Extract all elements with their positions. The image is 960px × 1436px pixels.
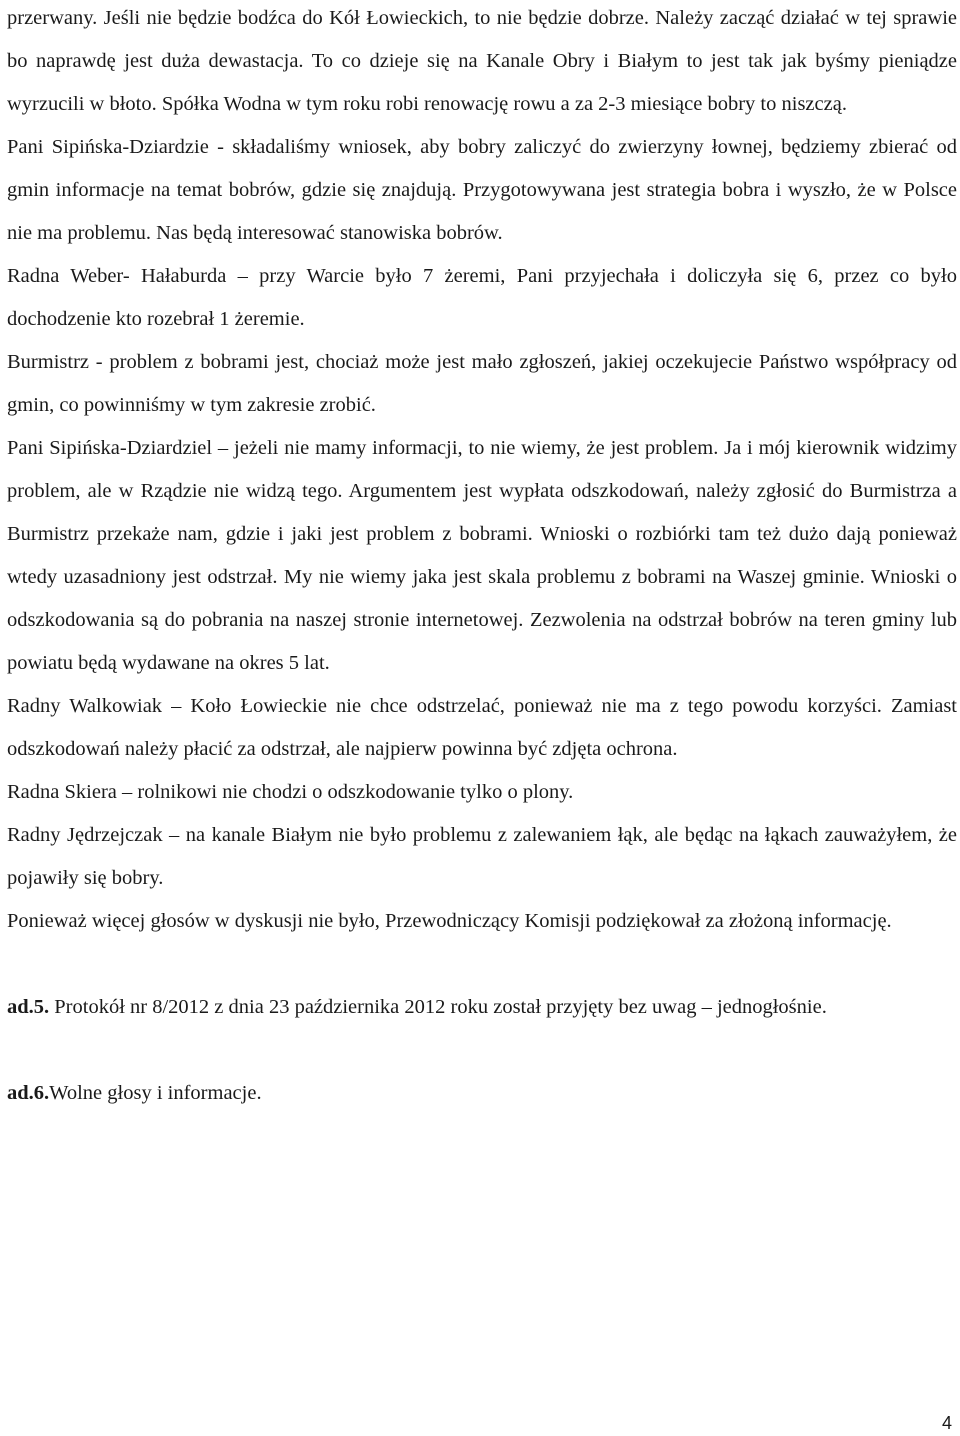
agenda-item-5-label: ad.5. [7, 996, 50, 1018]
spacer [7, 1029, 957, 1072]
paragraph-sipinska-statement-2: Pani Sipińska-Dziardziel – jeżeli nie mamy informacji, to nie wiemy, że jest problem. Ja i mój kierownik widzimy problem, ale w Rządzie nie widzą tego. Argumentem jest wypłata odszkodowań, należy zgłosić do Burmistrza a Burmistrz przekaże nam, gdzie i jaki jest problem z bobrami. Wnioski o rozbiórki tam też dużo dają ponieważ wtedy uzasadniony jest odstrzał. My nie wiemy jaka jest skala problemu z bobrami na Waszej gminie. Wnioski o odszkodowania są do pobrania na naszej stronie internetowej. Zezwolenia na odstrzał bobrów na teren gminy lub powiatu będą wydawane na okres 5 lat. [7, 437, 957, 674]
page-number: 4 [941, 1413, 952, 1433]
agenda-item-5 [7, 986, 957, 1029]
paragraph-beavers-damage: przerwany. Jeśli nie będzie bodźca do Kół Łowieckich, to nie będzie dobrze. Należy zacząć działać w tej sprawie bo naprawdę jest duża dewastacja. To co dzieje się na Kanale Obry i Białym to jest tak jak byśmy pieniądze wyrzucili w błoto. Spółka Wodna w tym roku robi renowację rowu a za 2-3 miesiące bobry to niszczą. [7, 7, 957, 115]
paragraph-sipinska-statement-1: Pani Sipińska-Dziardzie - składaliśmy wniosek, aby bobry zaliczyć do zwierzyny łownej, będziemy zbierać od gmin informacje na temat bobrów, gdzie się znajdują. Przygotowywana jest strategia bobra i wyszło, że w Polsce nie ma problemu. Nas będą interesować stanowiska bobrów. [7, 136, 957, 244]
paragraph-jedrzejczak: Radny Jędrzejczak – na kanale Białym nie było problemu z zalewaniem łąk, ale będąc na łąkach zauważyłem, że pojawiły się bobry. [7, 824, 957, 889]
paragraph-weber-halaburda: Radna Weber- Hałaburda – przy Warcie było 7 żeremi, Pani przyjechała i doliczyła się 6, przez co było dochodzenie kto rozebrał 1 żeremie. [7, 265, 957, 330]
paragraph-closing-discussion: Ponieważ więcej głosów w dyskusji nie było, Przewodniczący Komisji podziękował za złożoną informację. [7, 910, 892, 932]
agenda-item-6-label: ad.6. [7, 1082, 50, 1104]
agenda-item-6 [7, 1072, 957, 1115]
paragraph-walkowiak: Radny Walkowiak – Koło Łowieckie nie chce odstrzelać, ponieważ nie ma z tego powodu korzyści. Zamiast odszkodowań należy płacić za odstrzał, ale najpierw powinna być zdjęta ochrona. [7, 695, 957, 760]
spacer [7, 943, 957, 986]
document-page [7, 0, 957, 1115]
agenda-item-5-text: Protokół nr 8/2012 z dnia 23 października 2012 roku został przyjęty bez uwag – jednogłośnie. [49, 996, 827, 1018]
paragraph-burmistrz: Burmistrz - problem z bobrami jest, chociaż może jest mało zgłoszeń, jakiej oczekujecie Państwo współpracy od gmin, co powinniśmy w tym zakresie zrobić. [7, 351, 957, 416]
agenda-item-6-text: Wolne głosy i informacje. [49, 1082, 262, 1104]
paragraph-skiera: Radna Skiera – rolnikowi nie chodzi o odszkodowanie tylko o plony. [7, 781, 574, 803]
